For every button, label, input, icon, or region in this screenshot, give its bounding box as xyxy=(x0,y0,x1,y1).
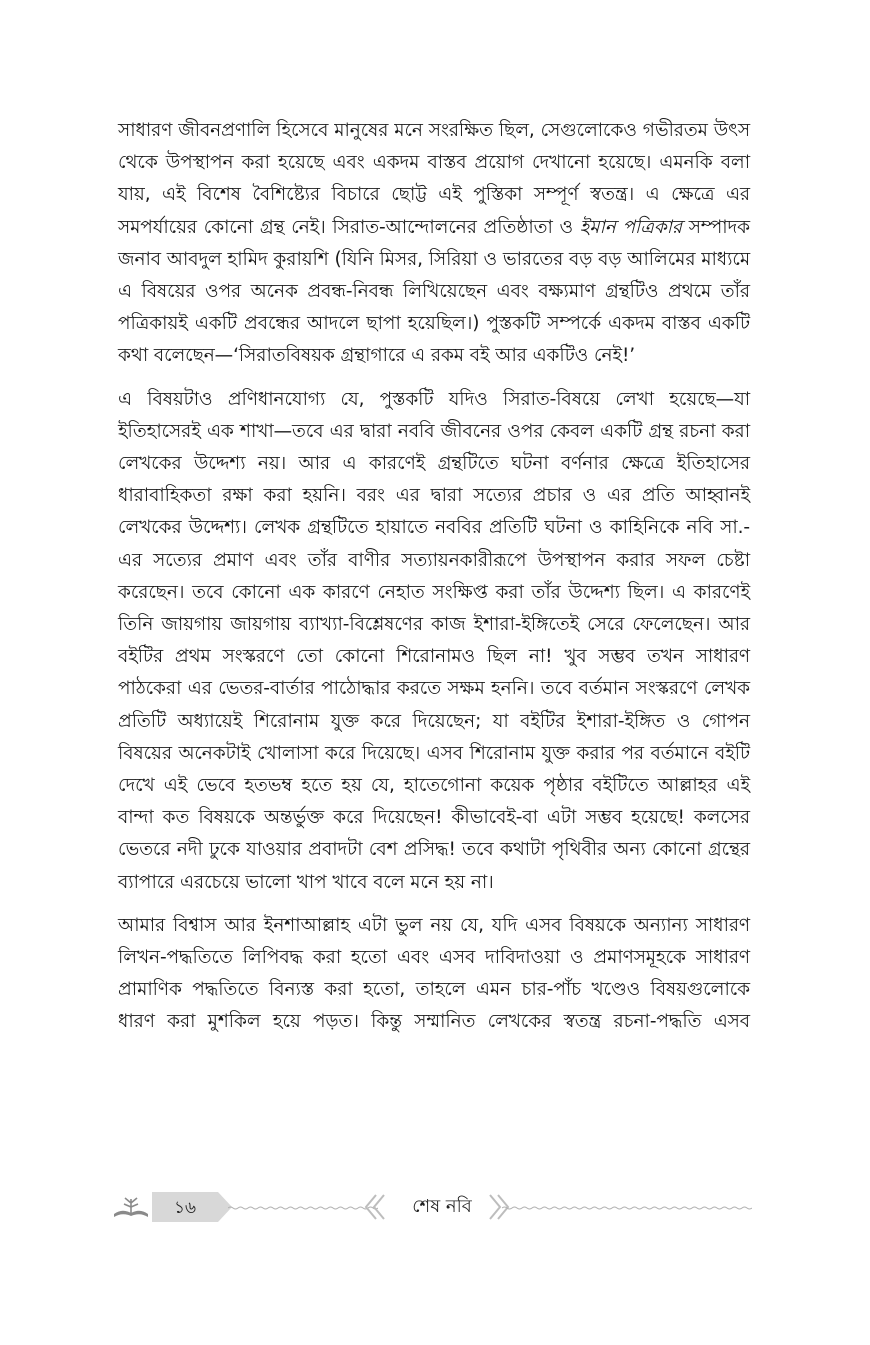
page-number-badge xyxy=(152,1192,218,1222)
paragraph-1-text-b: সম্পাদক জনাব আবদুল হামিদ কুরায়শি (যিনি মিসর, সিরিয়া ও ভারতের বড় বড় আলিমের মাধ্যমে এ বিষয়ের ওপর অনেক প্রবন্ধ-নিবন্ধ লিখিয়েছেন এবং বক্ষ্যমাণ গ্রন্থটিও প্রথমে তাঁর পত্রিকায়ই একটি প্রবন্ধের আদলে ছাপা হয়েছিল।) পুস্তকটি সম্পর্কে একদম বাস্তব একটি কথা বলেছেন—‘সিরাতবিষয়ক গ্রন্থাগারে এ রকম বই আর একটিও নেই!’ xyxy=(118,216,750,367)
footer-rule-left xyxy=(228,1206,378,1210)
footer-rule-right xyxy=(502,1206,752,1210)
paragraph-3-text: আমার বিশ্বাস আর ইনশাআল্লাহ এটা ভুল নয় যে, যদি এসব বিষয়কে অন্যান্য সাধারণ লিখন-পদ্ধতিতে লিপিবদ্ধ করা হতো এবং এসব দাবিদাওয়া ও প্রমাণসমূহকে সাধারণ প্রামাণিক পদ্ধতিতে বিন্যস্ত করা হতো, তাহলে এমন চার-পাঁচ খণ্ডেও বিষয়গুলোকে ধারণ করা মুশকিল হয়ে পড়ত। কিন্তু সম্মানিত লেখকের স্বতন্ত্র রচনা-পদ্ধতি এসব xyxy=(118,914,750,1033)
paragraph-1-text-a: সাধারণ জীবনপ্রণালি হিসেবে মানুষের মনে সংরক্ষিত ছিল, সেগুলোকেও গভীরতম উৎস থেকে উপস্থাপন করা হয়েছে এবং একদম বাস্তব প্রয়োগ দেখানো হয়েছে। এমনকি বলা যায়, এই বিশেষ বৈশিষ্ট্যের বিচারে ছোট্ট এই পুস্তিকা সম্পূর্ণ স্বতন্ত্র। এ ক্ষেত্রে এর সমপর্যায়ের কোনো গ্রন্থ নেই। সিরাত-আন্দোলনের প্রতিষ্ঠাতা ও xyxy=(118,120,750,238)
page-number: ১৬ xyxy=(173,1198,197,1218)
page-footer xyxy=(110,1184,760,1230)
magazine-name: ইমান পত্রিকার xyxy=(579,216,682,238)
book-ornament-icon xyxy=(112,1194,150,1220)
paragraph-2-text: এ বিষয়টাও প্রণিধানযোগ্য যে, পুস্তকটি যদিও সিরাত-বিষয়ে লেখা হয়েছে—যা ইতিহাসেরই এক শাখা—তবে এর দ্বারা নববি জীবনের ওপর কেবল একটি গ্রন্থ রচনা করা লেখকের উদ্দেশ্য নয়। আর এ কারণেই গ্রন্থটিতে ঘটনা বর্ণনার ক্ষেত্রে ইতিহাসের ধারাবাহিকতা রক্ষা করা হয়নি। বরং এর দ্বারা সত্যের প্রচার ও এর প্রতি আহ্বানই লেখকের উদ্দেশ্য। লেখক গ্রন্থটিতে হায়াতে নববির প্রতিটি ঘটনা ও কাহিনিকে নবি সা.-এর সত্যের প্রমাণ এবং তাঁর বাণীর সত্যায়নকারীরূপে উপস্থাপন করার সফল চেষ্টা করেছেন। তবে কোনো এক কারণে নেহাত সংক্ষিপ্ত করা তাঁর উদ্দেশ্য ছিল। এ কারণেই তিনি জায়গায় জায়গায় ব্যাখ্যা-বিশ্লেষণের কাজ ইশারা-ইঙ্গিতেই সেরে ফেলেছেন। আর বইটির প্রথম সংস্করণে তো কোনো শিরোনামও ছিল না! খুব সম্ভব তখন সাধারণ পাঠকেরা এর ভেতর-বার্তার পাঠোদ্ধার করতে সক্ষম হননি। তবে বর্তমান সংস্করণে লেখক প্রতিটি অধ্যায়েই শিরোনাম যুক্ত করে দিয়েছেন; যা বইটির ইশারা-ইঙ্গিত ও গোপন বিষয়ের অনেকটাই খোলাসা করে দিয়েছে। এসব শিরোনাম যুক্ত করার পর বর্তমানে বইটি দেখে এই ভেবে হতভম্ব হতে হয় যে, হাতেগোনা কয়েক পৃষ্ঠার বইটিতে আল্লাহর এই বান্দা কত বিষয়কে অন্তর্ভুক্ত করে দিয়েছেন! কীভাবেই-বা এটা সম্ভব হয়েছে! কলসের ভেতরে নদী ঢুকে যাওয়ার প্রবাদটা বেশ প্রসিদ্ধ! তবে কথাটা পৃথিবীর অন্য কোনো গ্রন্থের ব্যাপারে এরচেয়ে ভালো খাপ খাবে বলে মনে হয় না। xyxy=(118,388,750,893)
paragraph-3 xyxy=(118,910,750,1039)
book-title: শেষ নবি xyxy=(412,1196,472,1217)
paragraph-2 xyxy=(118,384,750,899)
paragraph-1 xyxy=(118,115,750,373)
page-body xyxy=(118,115,750,1050)
